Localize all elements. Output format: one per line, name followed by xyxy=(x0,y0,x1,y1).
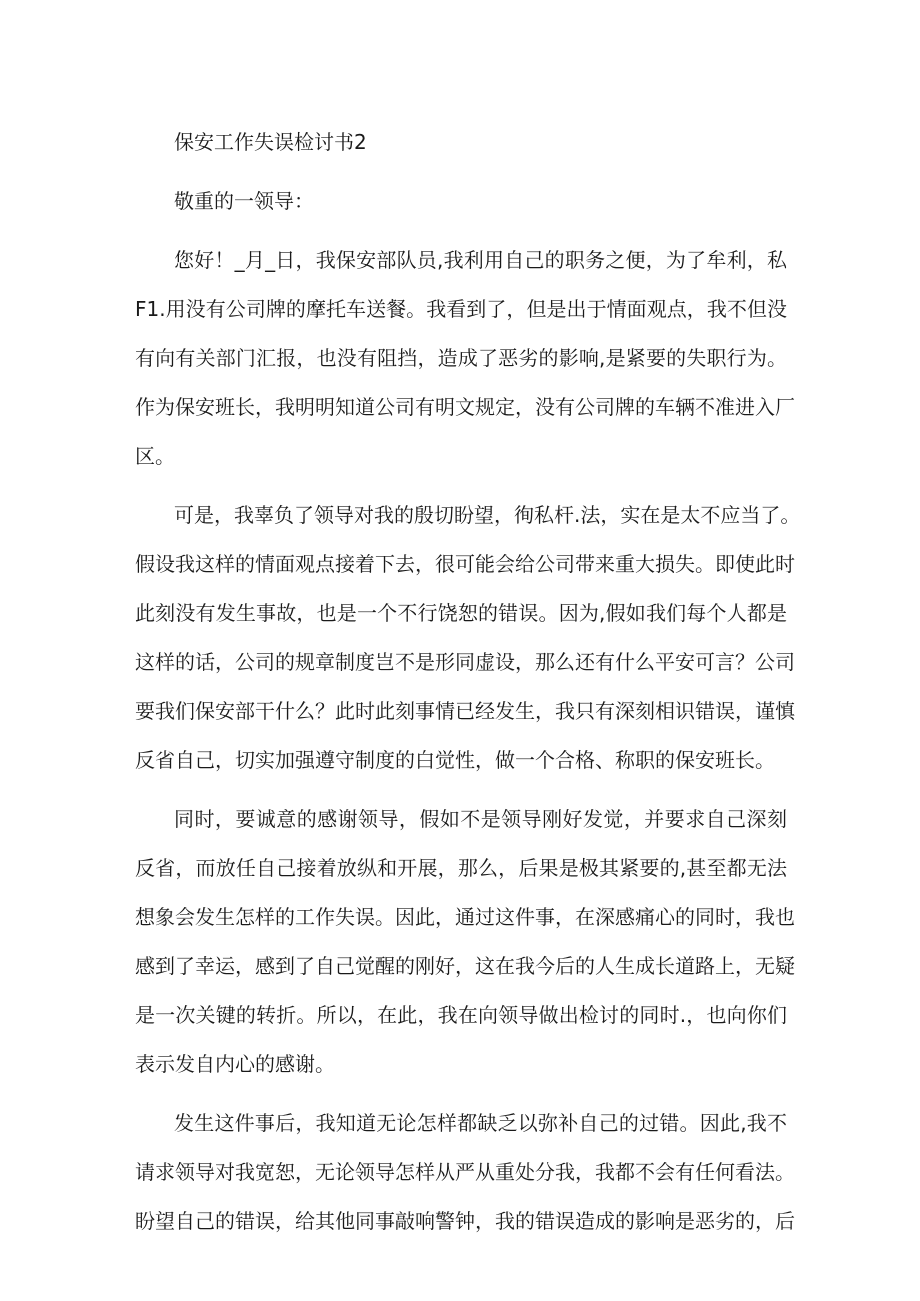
text-line: 这样的话，公司的规章制度岂不是形同虚设，那么还有什么平安可言？公司 xyxy=(135,650,795,674)
text-line: 您好！_月_日，我保安部队员,我利用自己的职务之便，为了牟利，私 xyxy=(174,248,787,272)
text-line: 可是，我辜负了领导对我的殷切盼望，徇私杆.法，实在是太不应当了。 xyxy=(174,503,801,527)
paragraph-3 xyxy=(135,795,795,1089)
text-line: 是一次关键的转折。所以，在此，我在向领导做出检讨的同时.，也向你们 xyxy=(135,1003,787,1027)
text-line: 区。 xyxy=(135,444,175,468)
paragraph-gap xyxy=(135,167,787,177)
document-body xyxy=(135,118,801,1246)
text-line: 请求领导对我宽恕，无论领导怎样从严从重处分我，我都不会有任何看法。 xyxy=(135,1160,795,1184)
text-line: 假设我这样的情面观点接着下去，很可能会给公司带来重大损失。即使此时 xyxy=(135,552,795,576)
text-line: F1.用没有公司牌的摩托车送餐。我看到了，但是出于情面观点，我不但没 xyxy=(135,297,787,321)
paragraph-2 xyxy=(135,491,801,785)
text-line: 表示发自内心的感谢。 xyxy=(135,1052,335,1076)
salutation: 敬重的一领导： xyxy=(174,189,314,213)
text-line: 同时，要诚意的感谢领导，假如不是领导刚好发觉，并要求自己深刻 xyxy=(174,807,787,831)
paragraph-gap xyxy=(135,226,787,236)
text-line: 作为保安班长，我明明知道公司有明文规定，没有公司牌的车辆不准进入厂 xyxy=(135,395,795,419)
text-line: 要我们保安部干什么？此时此刻事情已经发生，我只有深刻相识错误，谨慎 xyxy=(135,699,795,723)
text-line: 发生这件事后，我知道无论怎样都缺乏以弥补自己的过错。因此,我不 xyxy=(174,1111,787,1135)
text-line: 盼望自己的错误，给其他同事敲响警钟，我的错误造成的影响是恶劣的，后 xyxy=(135,1209,795,1233)
paragraph-gap xyxy=(135,481,787,491)
paragraph-1 xyxy=(135,236,795,481)
text-line: 有向有关部门汇报，也没有阻挡，造成了恶劣的影响,是紧要的失职行为。 xyxy=(135,346,787,370)
text-line: 反省，而放任自己接着放纵和开展，那么，后果是极其紧要的,甚至都无法 xyxy=(135,856,787,880)
text-line: 此刻没有发生事故，也是一个不行饶恕的错误。因为,假如我们每个人都是 xyxy=(135,601,787,625)
paragraph-gap xyxy=(135,1089,787,1099)
text-line: 反省自己，切实加强遵守制度的白觉性，做一个合格、称职的保安班长。 xyxy=(135,748,775,772)
text-line: 感到了幸运，感到了自己觉醒的刚好，这在我今后的人生成长道路上，无疑 xyxy=(135,954,795,978)
paragraph-gap xyxy=(135,785,787,795)
text-line: 想象会发生怎样的工作失误。因此，通过这件事，在深感痛心的同时，我也 xyxy=(135,905,795,929)
paragraph-4 xyxy=(135,1099,795,1246)
document-title: 保安工作失误检讨书2 xyxy=(174,130,367,154)
